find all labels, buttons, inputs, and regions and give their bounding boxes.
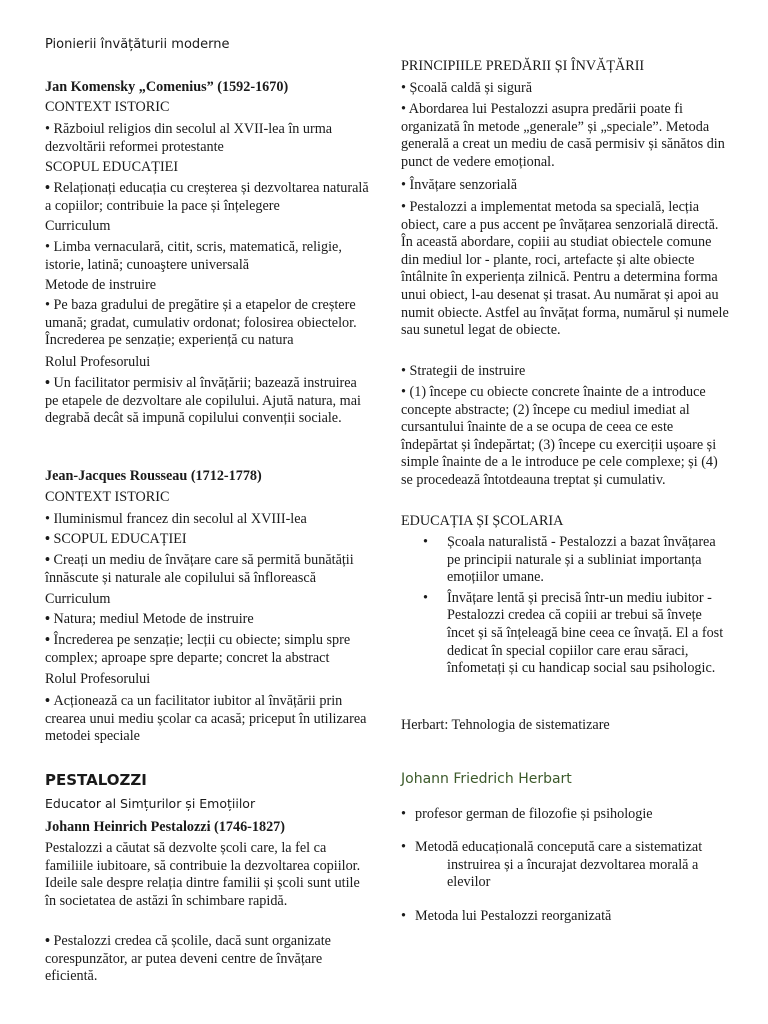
principles-strategies-label: • Strategii de instruire <box>401 363 526 379</box>
bullet: • <box>45 375 54 391</box>
bullet: • <box>45 531 54 547</box>
komensky-context-label: CONTEXT ISTORIC <box>45 99 170 115</box>
list-item: • Metoda lui Pestalozzi reorganizată <box>401 908 612 924</box>
bullet: • <box>401 839 406 855</box>
bullet: • <box>423 534 428 550</box>
list-item: • Învățare lentă și precisă într-un mediu iubitor - Pestalozzi credea că copiii ar trebui să învețe încet și să înțeleagă bine ceea ce învață. El a fost dedicat în special copiilor care erau săraci, înfometați și cu handicap social sau psihologic. <box>423 589 724 677</box>
list-item: • Metodă educațională concepută care a sistematizat instruirea și a încurajat dezvoltarea morală a elevilor <box>401 839 703 891</box>
list-item: • Școala naturalistă - Pestalozzi a bazat învățarea pe principii naturale și a subliniat importanța emoțiilor umane. <box>423 534 716 586</box>
principles-strategies-text: • (1) începe cu obiecte concrete înainte de a introduce concepte abstracte; (2) începe cu mediul imediat al cursantului înainte de a se ocupa de ceea ce este îndepărtat și îndepărtat; (3) începe cu exerciții ușoare și simple înainte de a le introduce pe cele complexe; și (4) se procedează întotdeauna treptat și cumulativ. <box>401 384 718 488</box>
bullet: • <box>45 632 54 648</box>
bullet: • <box>45 180 54 196</box>
pestalozzi-subtitle: Educator al Simțurilor și Emoțiilor <box>45 796 256 811</box>
komensky-heading: Jan Komensky „Comenius” (1592-1670) <box>45 79 289 95</box>
rousseau-heading: Jean-Jacques Rousseau (1712-1778) <box>45 468 262 484</box>
bullet: • <box>45 611 54 627</box>
bullet: • <box>45 552 54 568</box>
pestalozzi-heading: Johann Heinrich Pestalozzi (1746-1827) <box>45 819 285 835</box>
rousseau-scope-label: • SCOPUL EDUCAȚIEI <box>45 531 187 547</box>
principles-sensory-label: • Învățare senzorială <box>401 177 518 193</box>
herbart-intro-line: Herbart: Tehnologia de sistematizare <box>401 717 610 733</box>
rousseau-context-text: • Iluminismul francez din secolul al XVIII-lea <box>45 511 307 527</box>
herbart-item-2 <box>401 839 731 892</box>
bullet: • <box>401 806 406 822</box>
education-list <box>423 534 731 678</box>
komensky-scope-text: • Relaționați educația cu creșterea și dezvoltarea naturală a copiilor; contribuie la pace și înțelegere <box>45 180 369 214</box>
rousseau-methods-text: • Încrederea pe senzație; lecții cu obiecte; simplu spre complex; aproape spre departe; concret la abstract <box>45 632 351 666</box>
komensky-curriculum-label: Curriculum <box>45 218 111 234</box>
rousseau-role-label: Rolul Profesorului <box>45 671 151 687</box>
komensky-role-text: • Un facilitator permisiv al învățării; bazează instruirea pe etapele de dezvoltare ale copilului. Ajută natura, mai degrabă decât să impună copilului convenții sociale. <box>45 375 361 427</box>
herbart-item-1 <box>401 806 731 824</box>
page-title: Pionierii învățăturii moderne <box>45 37 230 52</box>
principles-sensory-text: • Pestalozzi a implementat metoda sa specială, lecția obiect, care a pus accent pe învățarea senzorială directă. În această abordare, copiii au studiat obiectele comune din mediul lor - plante, roci, artefacte și alte obiecte întâlnite în experiența zilnică. Pentru a determina forma unui obiect, l-au desenat și trasat. Au numărat și apoi au numit obiecte. Astfel au învățat forma, numărul și numele sau sunetul legat de obiecte. <box>401 199 729 339</box>
komensky-context-text: • Războiul religios din secolul al XVII-lea în urma dezvoltării reformei protestante <box>45 121 333 155</box>
komensky-methods-label: Metode de instruire <box>45 277 157 293</box>
rousseau-curriculum-label: Curriculum <box>45 591 111 607</box>
komensky-curriculum-text: • Limba vernaculară, citit, scris, matematică, religie, istorie, latină; cunoaştere universală <box>45 239 342 273</box>
pestalozzi-intro: Pestalozzi a căutat să dezvolte școli care, la fel ca familiile iubitoare, să contribuie la dezvoltarea copiilor. Ideile sale despre relația dintre familii și școli sunt utile în societatea de astăzi în schimbare rapidă. <box>45 840 361 909</box>
komensky-methods-text: • Pe baza gradului de pregătire și a etapelor de creștere umană; gradat, cumulativ ordonat; folosirea obiectelor. Încrederea pe senzație; experiență cu natura <box>45 297 357 349</box>
bullet: • <box>45 693 54 709</box>
herbart-item-3 <box>401 908 731 926</box>
principles-title: PRINCIPIILE PREDĂRII ȘI ÎNVĂȚĂRII <box>401 58 645 74</box>
principles-warm-school: • Școală caldă și sigură <box>401 80 533 96</box>
komensky-scope-label: SCOPUL EDUCAȚIEI <box>45 159 179 175</box>
principles-approach: • Abordarea lui Pestalozzi asupra predării poate fi organizată în metode „generale” și „speciale”. Metoda generală a creat un mediu de casă permisiv și sănătos din punct de vedere emoțional. <box>401 101 725 170</box>
komensky-role-label: Rolul Profesorului <box>45 354 151 370</box>
rousseau-role-text: • Acționează ca un facilitator iubitor al învățării prin crearea unui mediu școlar ca acasă; priceput în utilizarea metodei speciale <box>45 693 367 745</box>
bullet: • <box>423 589 428 606</box>
education-title: EDUCAȚIA ȘI ȘCOLARIA <box>401 513 564 529</box>
herbart-name: Johann Friedrich Herbart <box>401 771 572 787</box>
rousseau-curriculum-text: • Natura; mediul Metode de instruire <box>45 611 254 627</box>
pestalozzi-belief: • Pestalozzi credea că școlile, dacă sunt organizate corespunzător, ar putea deveni centre de învățare eficientă. <box>45 933 331 985</box>
bullet: • <box>401 908 406 924</box>
pestalozzi-title: PESTALOZZI <box>45 771 147 789</box>
rousseau-scope-text: • Creați un mediu de învățare care să permită bunătății înnăscute și naturale ale copilului să înflorească <box>45 552 354 586</box>
list-item: • profesor german de filozofie și psihologie <box>401 806 653 822</box>
bullet: • <box>45 933 54 949</box>
rousseau-context-label: CONTEXT ISTORIC <box>45 489 170 505</box>
